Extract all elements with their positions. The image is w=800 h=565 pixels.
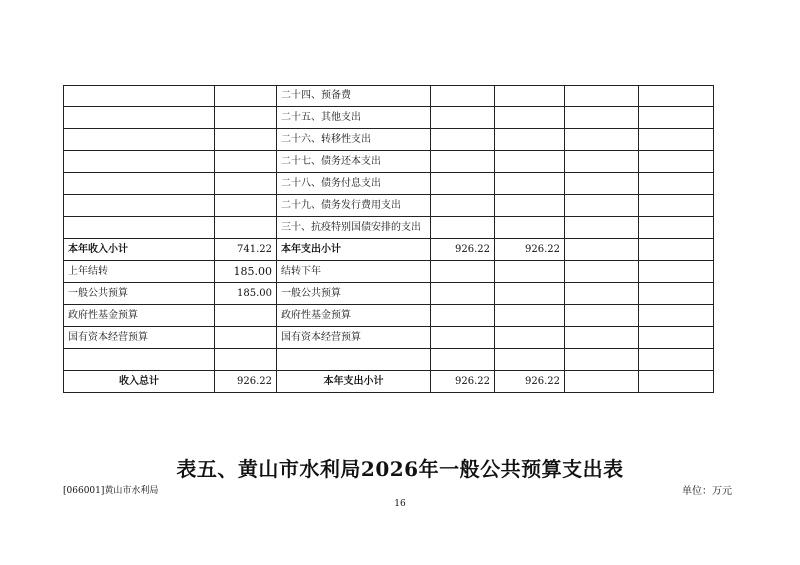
- table-cell: [495, 173, 565, 195]
- table-cell: [495, 217, 565, 239]
- table-cell: 二十五、其他支出: [277, 107, 431, 129]
- table-cell: 本年收入小计: [64, 239, 215, 261]
- table-cell: 政府性基金预算: [64, 305, 215, 327]
- table-cell: 一般公共预算: [64, 283, 215, 305]
- table-cell: 本年支出小计: [277, 239, 431, 261]
- table-cell: [495, 283, 565, 305]
- table-cell: 政府性基金预算: [277, 305, 431, 327]
- table-cell: [431, 173, 495, 195]
- table-cell: [565, 107, 639, 129]
- table-title: 表五、黄山市水利局2026年一般公共预算支出表: [176, 457, 624, 481]
- table-cell: [565, 283, 639, 305]
- table-row: [64, 349, 714, 371]
- table-cell: [639, 371, 714, 393]
- table-cell: [431, 305, 495, 327]
- currency-unit-label: 单位：万元: [682, 486, 732, 497]
- table-cell: [215, 86, 277, 107]
- table-cell: [215, 173, 277, 195]
- table-cell: [639, 151, 714, 173]
- table-cell: [431, 261, 495, 283]
- table-cell: [639, 327, 714, 349]
- table-cell: [431, 327, 495, 349]
- table-row: [64, 195, 714, 217]
- table-row: [64, 327, 714, 349]
- table-cell: 收入总计: [64, 371, 215, 393]
- table-cell: [565, 129, 639, 151]
- table-cell: [64, 86, 215, 107]
- table-cell: [215, 327, 277, 349]
- table-row: [64, 151, 714, 173]
- table-cell: [215, 129, 277, 151]
- table-cell: [639, 305, 714, 327]
- table-row: [64, 305, 714, 327]
- table-cell: [639, 107, 714, 129]
- table-cell: 结转下年: [277, 261, 431, 283]
- table-cell: [277, 349, 431, 371]
- table-cell: 上年结转: [64, 261, 215, 283]
- table-cell: [639, 349, 714, 371]
- table-cell: [64, 173, 215, 195]
- table-row: [64, 129, 714, 151]
- table-cell: [565, 239, 639, 261]
- table-cell: 741.22: [215, 239, 277, 261]
- table-cell: [495, 195, 565, 217]
- table-cell: [495, 107, 565, 129]
- table-cell: [565, 151, 639, 173]
- table-cell: 二十七、债务还本支出: [277, 151, 431, 173]
- table-cell: 二十六、转移性支出: [277, 129, 431, 151]
- table-cell: [215, 151, 277, 173]
- table-cell: 二十九、债务发行费用支出: [277, 195, 431, 217]
- table-cell: [495, 327, 565, 349]
- table-cell: 185.00: [215, 261, 277, 283]
- grand-total-row: [64, 371, 714, 393]
- table-cell: 国有资本经营预算: [277, 327, 431, 349]
- table-cell: [565, 86, 639, 107]
- table-cell: [639, 86, 714, 107]
- table-cell: 926.22: [495, 371, 565, 393]
- table-cell: [431, 349, 495, 371]
- table-cell: 二十四、预备费: [277, 86, 431, 107]
- table-cell: [431, 217, 495, 239]
- table-cell: [639, 261, 714, 283]
- table-cell: [431, 107, 495, 129]
- table-cell: [215, 217, 277, 239]
- table-cell: [215, 349, 277, 371]
- table-cell: [565, 327, 639, 349]
- table-cell: 本年支出小计: [277, 371, 431, 393]
- table-cell: 926.22: [495, 239, 565, 261]
- table-cell: [64, 195, 215, 217]
- table-cell: [215, 107, 277, 129]
- table-cell: [565, 217, 639, 239]
- table-cell: 926.22: [431, 239, 495, 261]
- table-cell: [495, 261, 565, 283]
- table-cell: [565, 305, 639, 327]
- table-cell: 185.00: [215, 283, 277, 305]
- table-cell: [639, 195, 714, 217]
- table-row: [64, 217, 714, 239]
- table-cell: 926.22: [215, 371, 277, 393]
- table-cell: [495, 151, 565, 173]
- table-cell: [431, 86, 495, 107]
- income-subtotal-row: [64, 239, 714, 261]
- table-cell: [495, 349, 565, 371]
- table-cell: [431, 195, 495, 217]
- table-cell: [565, 371, 639, 393]
- table-cell: [215, 195, 277, 217]
- table-cell: [495, 305, 565, 327]
- table-cell: [64, 217, 215, 239]
- table-cell: [565, 173, 639, 195]
- table-cell: [495, 129, 565, 151]
- table-cell: [64, 107, 215, 129]
- table-cell: [64, 151, 215, 173]
- table-row: [64, 173, 714, 195]
- table-cell: [431, 283, 495, 305]
- carryover-row: [64, 261, 714, 283]
- table-cell: [64, 349, 215, 371]
- table-cell: [565, 261, 639, 283]
- table-cell: 国有资本经营预算: [64, 327, 215, 349]
- table-cell: [639, 217, 714, 239]
- table-cell: 二十八、债务付息支出: [277, 173, 431, 195]
- table-row: [64, 86, 714, 107]
- table-cell: [431, 129, 495, 151]
- table-cell: [639, 173, 714, 195]
- table-row: [64, 283, 714, 305]
- table-cell: [215, 305, 277, 327]
- table-cell: [565, 349, 639, 371]
- table-cell: [64, 129, 215, 151]
- page-number: 16: [394, 499, 406, 509]
- budget-summary-table: [63, 85, 714, 393]
- unit-code-label: [066001]黄山市水利局: [63, 486, 159, 496]
- table-cell: [565, 195, 639, 217]
- table-cell: [495, 86, 565, 107]
- table-cell: [431, 151, 495, 173]
- table-cell: [639, 239, 714, 261]
- table-row: [64, 107, 714, 129]
- table-cell: [639, 283, 714, 305]
- table-cell: 一般公共预算: [277, 283, 431, 305]
- table-cell: [639, 129, 714, 151]
- table-cell: 926.22: [431, 371, 495, 393]
- table-cell: 三十、抗疫特别国债安排的支出: [277, 217, 431, 239]
